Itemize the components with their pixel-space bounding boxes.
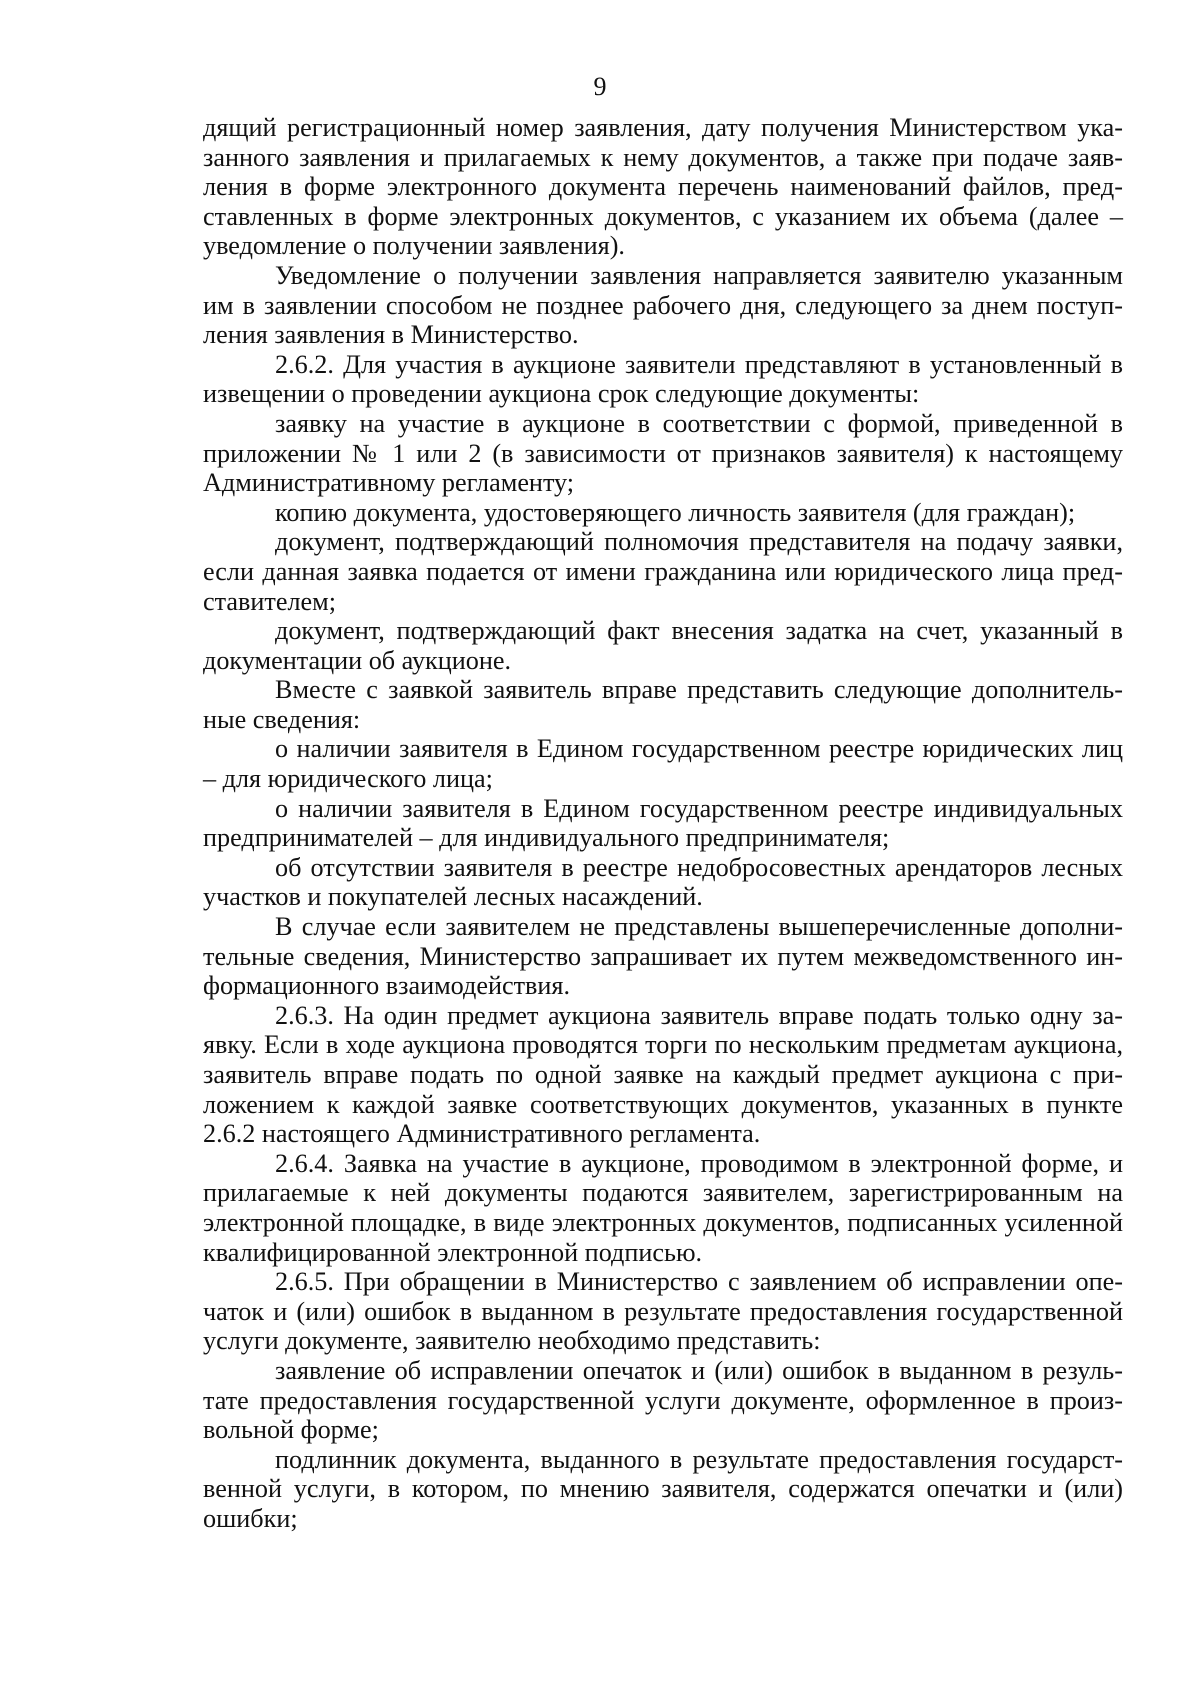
page-number: 9 [593, 72, 607, 101]
paragraph-clause-2-6-5: 2.6.5. При обращении в Министерство с заявлением об исправлении опечаток и (или) ошибок в выданном в результате предоставления государственной услуги документе, заявителю необходимо представить: [203, 1267, 1123, 1356]
paragraph-clause-2-6-3: 2.6.3. На один предмет аукциона заявитель вправе подать только одну заявку. Если в ходе аукциона проводятся торги по нескольким предметам аукциона, заявитель вправе подать по одной заявке на каждый предмет аукциона с приложением к каждой заявке соответствующих документов, указанных в пункте 2.6.2 настоящего Административного регламента. [203, 1000, 1123, 1149]
paragraph-list-item: заявление об исправлении опечаток и (или) ошибок в выданном в результате предоставления государственной услуги документе, оформленное в произвольной форме; [203, 1355, 1123, 1445]
paragraph-list-item: о наличии заявителя в Едином государственном реестре юридических лиц – для юридического лица; [203, 734, 1123, 794]
paragraph-list-item: об отсутствии заявителя в реестре недобросовестных арендаторов лесных участков и покупателей лесных насаждений. [203, 852, 1123, 912]
paragraph-interagency-request: В случае если заявителем не представлены вышеперечисленные дополнительные сведения, Министерство запрашивает их путем межведомственного информационного взаимодействия. [203, 912, 1123, 1001]
paragraph-list-item: документ, подтверждающий факт внесения задатка на счет, указанный в документации об аукционе. [203, 616, 1123, 675]
paragraph-notice-delivery: Уведомление о получении заявления направляется заявителю указанным им в заявлении способом не позднее рабочего дня, следующего за днем поступления заявления в Министерство. [203, 260, 1123, 350]
paragraph-clause-2-6-2: 2.6.2. Для участия в аукционе заявители представляют в установленный в извещении о проведении аукциона срок следующие документы: [203, 349, 1123, 409]
paragraph-list-item: документ, подтверждающий полномочия представителя на подачу заявки, если данная заявка подается от имени гражданина или юридического лица представителем; [203, 527, 1123, 616]
paragraph-list-item: о наличии заявителя в Едином государственном реестре индивидуальных предпринимателей – для индивидуального предпринимателя; [203, 793, 1123, 853]
paragraph-additional-info: Вместе с заявкой заявитель вправе представить следующие дополнительные сведения: [203, 675, 1123, 734]
paragraph-list-item: подлинник документа, выданного в результате предоставления государственной услуги, в котором, по мнению заявителя, содержатся опечатки и (или) ошибки; [203, 1444, 1123, 1533]
document-body [203, 113, 1123, 1534]
paragraph-clause-2-6-4: 2.6.4. Заявка на участие в аукционе, проводимом в электронной форме, и прилагаемые к ней документы подаются заявителем, зарегистрированным на электронной площадке, в виде электронных документов, подписанных усиленной квалифицированной электронной подписью. [203, 1148, 1123, 1267]
paragraph-continued: дящий регистрационный номер заявления, дату получения Министерством указанного заявления и прилагаемых к нему документов, а также при подаче заявления в форме электронного документа перечень наименований файлов, представленных в форме электронных документов, с указанием их объема (далее – уведомление о получении заявления). [203, 113, 1123, 261]
paragraph-list-item: копию документа, удостоверяющего личность заявителя (для граждан); [275, 497, 1076, 527]
paragraph-list-item: заявку на участие в аукционе в соответствии с формой, приведенной в приложении № 1 или 2 (в зависимости от признаков заявителя) к настоящему Административному регламенту; [203, 408, 1123, 498]
